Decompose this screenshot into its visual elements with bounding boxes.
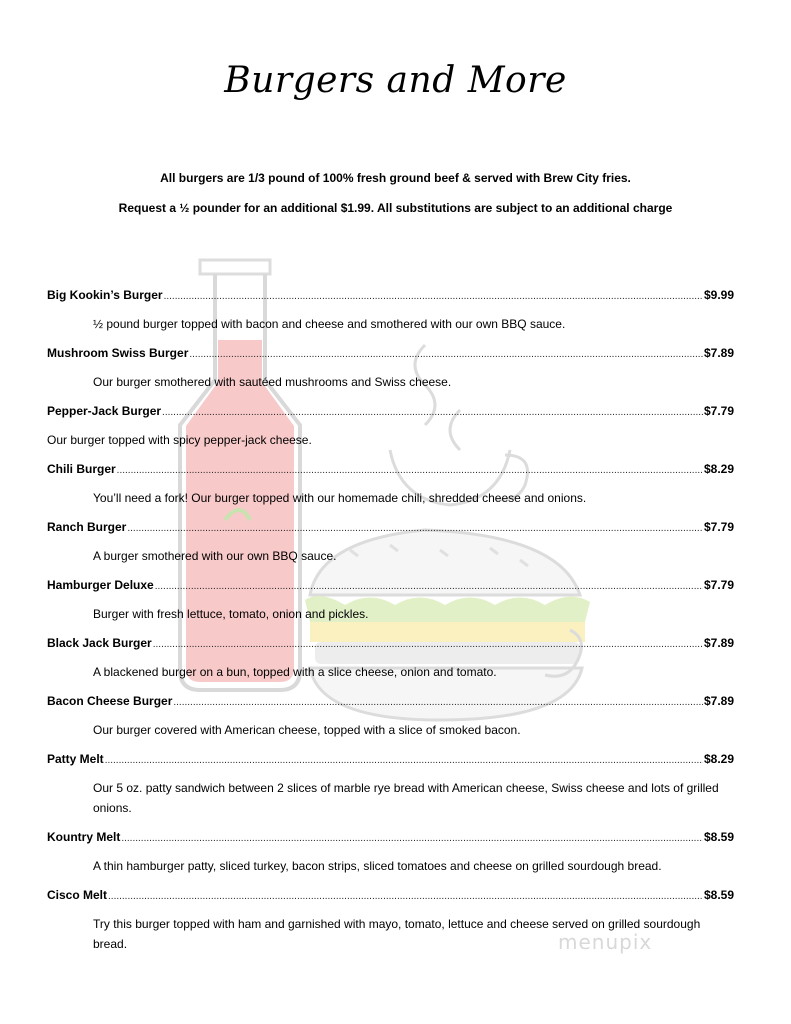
item-description: A burger smothered with our own BBQ sauce.	[93, 549, 337, 563]
menu-item	[47, 402, 734, 450]
menu-list	[47, 286, 734, 964]
dot-leader	[108, 888, 703, 906]
item-price: $9.99	[703, 288, 734, 302]
item-description: ½ pound burger topped with bacon and cheese and smothered with our own BBQ sauce.	[93, 317, 566, 331]
dot-leader	[155, 578, 703, 596]
menu-item	[47, 692, 734, 740]
item-description: A blackened burger on a bun, topped with a slice cheese, onion and tomato.	[93, 665, 497, 679]
menu-item	[47, 460, 734, 508]
dot-leader	[173, 694, 703, 712]
item-description: Our burger smothered with sautéed mushrooms and Swiss cheese.	[93, 375, 452, 389]
item-name: Patty Melt	[47, 752, 104, 766]
item-price: $7.89	[703, 636, 734, 650]
item-description: You’ll need a fork! Our burger topped with our homemade chili, shredded cheese and onions.	[93, 491, 587, 505]
menu-item	[47, 518, 734, 566]
menu-item	[47, 828, 734, 876]
item-name: Mushroom Swiss Burger	[47, 346, 189, 360]
item-name: Black Jack Burger	[47, 636, 152, 650]
intro-line-1: All burgers are 1/3 pound of 100% fresh ground beef & served with Brew City fries.	[160, 171, 631, 185]
item-price: $7.79	[703, 520, 734, 534]
menu-item	[47, 750, 734, 818]
dot-leader	[153, 636, 703, 654]
item-name: Cisco Melt	[47, 888, 108, 902]
menu-item	[47, 634, 734, 682]
item-price: $8.59	[703, 888, 734, 902]
menu-item	[47, 344, 734, 392]
dot-leader	[189, 346, 703, 364]
item-name: Pepper-Jack Burger	[47, 404, 162, 418]
intro-line-2: Request a ½ pounder for an additional $1.99. All substitutions are subject to an additional charge	[118, 201, 673, 215]
item-description: Our 5 oz. patty sandwich between 2 slices of marble rye bread with American cheese, Swiss cheese and lots of grilled onions.	[93, 781, 719, 815]
dot-leader	[121, 830, 703, 848]
item-name: Bacon Cheese Burger	[47, 694, 173, 708]
menu-item	[47, 576, 734, 624]
item-name: Chili Burger	[47, 462, 116, 476]
item-price: $8.59	[703, 830, 734, 844]
page-title: Burgers and More	[224, 60, 567, 101]
menupix-watermark: menupix	[558, 930, 653, 954]
dot-leader	[162, 404, 703, 422]
item-price: $7.79	[703, 578, 734, 592]
dot-leader	[105, 752, 703, 770]
item-name: Ranch Burger	[47, 520, 127, 534]
item-price: $7.89	[703, 346, 734, 360]
item-description: Our burger topped with spicy pepper-jack cheese.	[47, 433, 312, 447]
item-price: $8.29	[703, 752, 734, 766]
dot-leader	[164, 288, 703, 306]
item-price: $8.29	[703, 462, 734, 476]
item-description: A thin hamburger patty, sliced turkey, bacon strips, sliced tomatoes and cheese on grilled sourdough bread.	[93, 859, 662, 873]
menu-item	[47, 286, 734, 334]
item-description: Burger with fresh lettuce, tomato, onion and pickles.	[93, 607, 369, 621]
item-description: Try this burger topped with ham and garnished with mayo, tomato, lettuce and cheese served on grilled sourdough bread.	[93, 917, 701, 951]
item-name: Kountry Melt	[47, 830, 121, 844]
item-name: Hamburger Deluxe	[47, 578, 154, 592]
item-price: $7.79	[703, 404, 734, 418]
item-price: $7.89	[703, 694, 734, 708]
dot-leader	[117, 462, 703, 480]
item-name: Big Kookin’s Burger	[47, 288, 163, 302]
dot-leader	[127, 520, 703, 538]
item-description: Our burger covered with American cheese, topped with a slice of smoked bacon.	[93, 723, 521, 737]
